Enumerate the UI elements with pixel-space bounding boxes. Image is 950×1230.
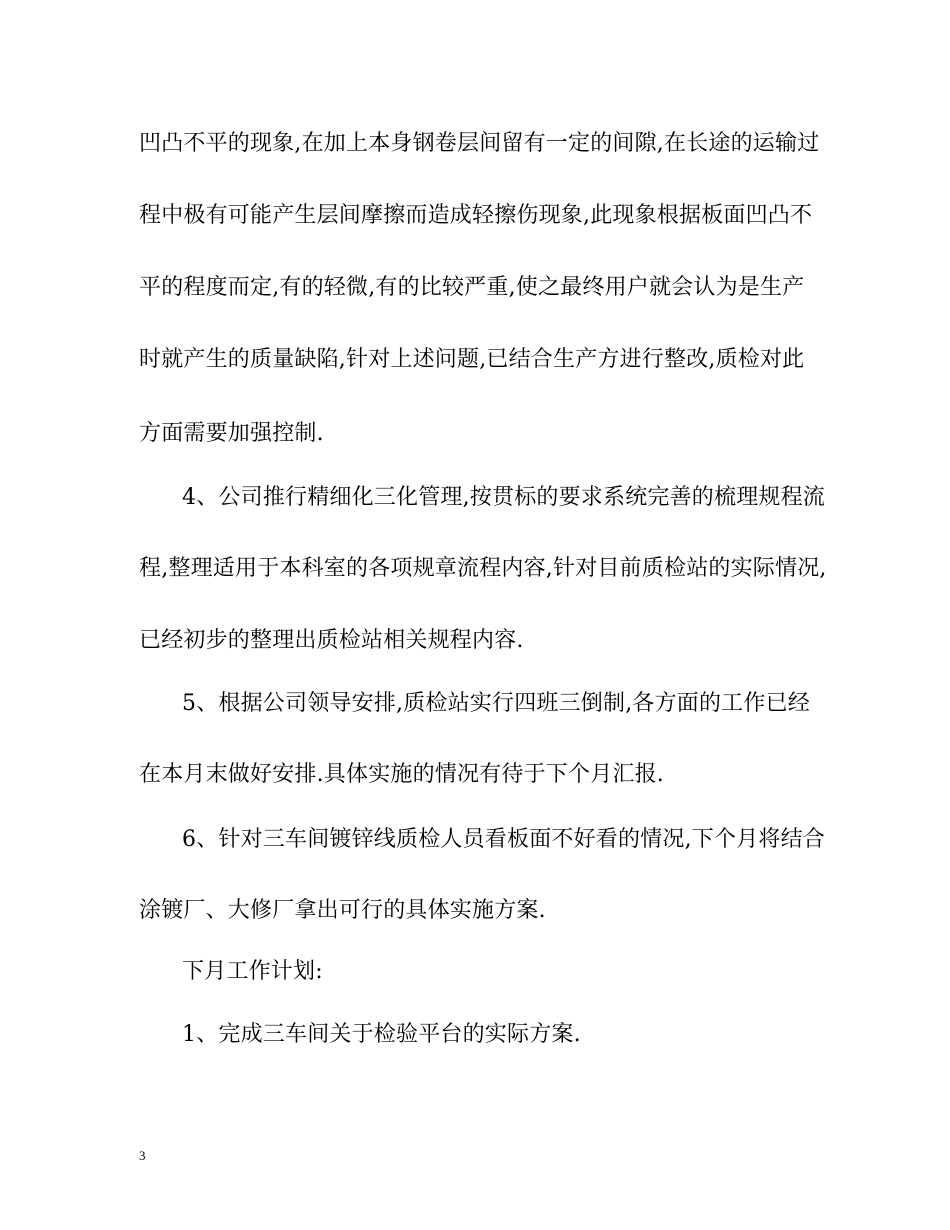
text-line: 1、完成三车间关于检验平台的实际方案. <box>182 1022 581 1047</box>
page-number: 3 <box>139 1148 146 1163</box>
section-heading: 下月工作计划: <box>182 959 323 984</box>
text-line: 程中极有可能产生层间摩擦而造成轻擦伤现象,此现象根据板面凹凸不 <box>139 203 813 228</box>
text-line: 4、公司推行精细化三化管理,按贯标的要求系统完善的梳理规程流 <box>182 485 825 510</box>
text-line: 涂镀厂、大修厂拿出可行的具体实施方案. <box>139 898 546 923</box>
text-line: 5、根据公司领导安排,质检站实行四班三倒制,各方面的工作已经 <box>182 691 810 716</box>
text-line: 方面需要加强控制. <box>139 421 324 446</box>
text-line: 6、针对三车间镀锌线质检人员看板面不好看的情况,下个月将结合 <box>182 827 825 852</box>
text-line: 平的程度而定,有的轻微,有的比较严重,使之最终用户就会认为是生产 <box>139 275 805 300</box>
text-line: 在本月末做好安排.具体实施的情况有待于下个月汇报. <box>139 762 664 787</box>
text-line: 已经初步的整理出质检站相关规程内容. <box>139 628 524 653</box>
text-line: 时就产生的质量缺陷,针对上述问题,已结合生产方进行整改,质检对此 <box>139 347 805 372</box>
text-line: 程,整理适用于本科室的各项规章流程内容,针对目前质检站的实际情况, <box>139 556 827 581</box>
text-line: 凹凸不平的现象,在加上本身钢卷层间留有一定的间隙,在长途的运输过 <box>139 131 820 156</box>
